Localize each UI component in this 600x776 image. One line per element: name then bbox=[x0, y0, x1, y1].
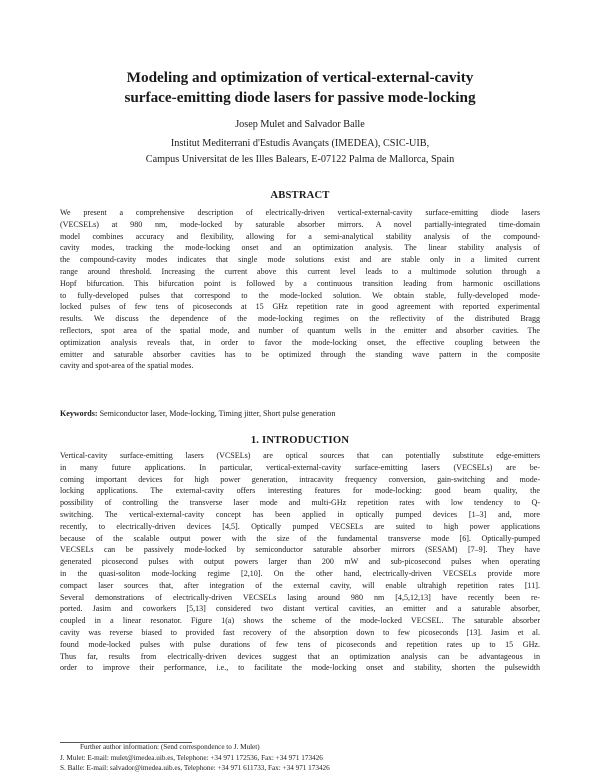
text-line: reflectors, spot area of the spatial mode, and number of quantum wells in the emitter and absorber cavities. The bbox=[60, 325, 540, 335]
text-line: Several demonstrations of electrically-driven VECSELs lasing around 980 nm [4,5,12,13] have recently been re- bbox=[60, 592, 540, 602]
text-line: in many future applications. In particular, vertical-external-cavity surface-emitting lasers (VECSELs) are be- bbox=[60, 462, 540, 472]
abstract-heading: ABSTRACT bbox=[270, 190, 330, 201]
text-line: found mode-locked pulses with pulse durations of few tens of picoseconds and repetition rates up to 15 GHz. bbox=[60, 639, 540, 649]
footnote-line: Further author information: (Send correspondence to J. Mulet) bbox=[80, 743, 260, 751]
keywords-label: Keywords: bbox=[60, 409, 98, 418]
text-line: in the quasi-soliton mode-locking regime [2,10]. On the other hand, electrically-driven VECSELs provide more bbox=[60, 568, 540, 578]
text-line: VECSELs can be passively mode-locked by semiconductor saturable absorber mirrors (SESAM) [7–9]. They have bbox=[60, 545, 540, 555]
paper-title bbox=[60, 68, 540, 108]
text-line: cavity and spot-area of the spatial modes. bbox=[60, 361, 194, 371]
introduction-heading: 1. INTRODUCTION bbox=[250, 435, 350, 446]
keywords-line bbox=[60, 408, 540, 420]
text-line: switching. The vertical-external-cavity concept has been applied in optically pumped devices [1–3] and, more bbox=[60, 509, 540, 519]
footnote-line: S. Balle: E-mail: salvador@imedea.uib.es, Telephone: +34 971 611733, Fax: +34 971 173426 bbox=[60, 764, 330, 772]
affiliation-line: Institut Mediterrani d'Estudis Avançats (IMEDEA), CSIC-UIB, bbox=[170, 138, 430, 149]
text-line: locking applications. The external-cavity offers interesting features for mode-locking: good beam quality, the bbox=[60, 486, 540, 496]
text-line: the compound-cavity modes indicates that single mode solutions exist and are stable only in a limited current bbox=[60, 255, 540, 265]
footnote-line: J. Mulet: E-mail: mulet@imedea.uib.es, Telephone: +34 971 172536, Fax: +34 971 173426 bbox=[60, 753, 323, 762]
text-line: locked pulses of few tens of picoseconds at 15 GHz repetition rate in good agreement with reported experimental bbox=[60, 302, 540, 312]
author-list: Josep Mulet and Salvador Balle bbox=[235, 119, 365, 130]
affiliation-line: Campus Universitat de les Illes Balears, E-07122 Palma de Mallorca, Spain bbox=[145, 153, 455, 165]
text-line: cavity was reverse biased to provided fast recovery of the absorption down to few picoseconds [13]. Jasim et al. bbox=[60, 627, 540, 637]
footnotes bbox=[60, 742, 540, 774]
introduction-body bbox=[60, 450, 540, 674]
text-line: ported. Jasim and coworkers [5,13] considered two distant vertical cavities, an emitter and a saturable absorber, bbox=[60, 604, 540, 614]
text-line: compact laser sources that, after integration of the external cavity, will enable ultrahigh repetition rates [11]. bbox=[60, 580, 540, 590]
text-line: (VECSELs) at 980 nm, mode-locked by saturable absorber mirrors. A novel partially-integrated time-domain bbox=[60, 219, 540, 229]
text-line: We present a comprehensive description of electrically-driven vertical-external-cavity surface-emitting diode lasers bbox=[60, 208, 540, 217]
title-line: surface-emitting diode lasers for passive mode-locking bbox=[124, 89, 476, 106]
keywords-text: Semiconductor laser, Mode-locking, Timing jitter, Short pulse generation bbox=[99, 409, 336, 418]
text-line: cavity modes, tracking the mode-locking onset and an optimization analysis. The linear stability analysis of bbox=[60, 243, 540, 253]
text-line: Hopf bifurcation. This bifurcation point is followed by a continuous transition leading from harmonic oscillations bbox=[60, 278, 540, 288]
text-line: Vertical-cavity surface-emitting lasers (VCSELs) are optical sources that can potentially substitute edge-emitters bbox=[60, 451, 540, 460]
abstract-body bbox=[60, 207, 540, 372]
text-line: model combines accuracy and flexibility, allowing for a semi-analytical stability analysis of the compound- bbox=[60, 231, 540, 241]
text-line: coupled in a linear resonator. Figure 1(a) shows the scheme of the mode-locked VECSEL. The saturable absorber bbox=[60, 616, 540, 626]
text-line: coming important devices for high power generation, intracavity frequency conversion, gain-switching and mode- bbox=[60, 474, 540, 484]
text-line: because of the scalable output power with the size of the fundamental transverse mode [6]. Optically-pumped bbox=[60, 533, 540, 543]
title-line: Modeling and optimization of vertical-external-cavity bbox=[126, 69, 474, 86]
text-line: generated picosecond pulses with output powers larger than 200 mW and sub-picosecond pulses when operating bbox=[60, 557, 540, 567]
text-line: Thus far, results from electrically-driven devices suggest that an optimization analysis can be advantageous in bbox=[60, 651, 540, 661]
text-line: to fully-developed pulses that correspond to the mode-locked solution. We obtain stable, fully-developed mode- bbox=[60, 290, 540, 300]
text-line: range around threshold. Increasing the current above this current level leads to a multimode solution through a bbox=[60, 266, 540, 276]
affiliation bbox=[60, 136, 540, 167]
text-line: emitter and saturable absorber cavities has to be optimized through the standing wave pattern in the composite bbox=[60, 349, 540, 359]
text-line: results. We discuss the dependence of the mode-locking regimes on the reflectivity of the distributed Bragg bbox=[60, 314, 540, 324]
text-line: possibility of controlling the transverse laser mode and multi-GHz repetition rates with low tendency to Q- bbox=[60, 498, 540, 508]
text-line: order to improve their performance, i.e., to facilitate the mode-locking onset and stability, shorten the pulsewidth bbox=[60, 663, 540, 673]
text-line: recently, to electrically-driven devices [4,5]. Optically pumped VECSELs are suited to high power applications bbox=[60, 521, 540, 531]
text-line: optimization analysis reveals that, in order to favor the mode-locking onset, the effective coupling between the bbox=[60, 337, 540, 347]
